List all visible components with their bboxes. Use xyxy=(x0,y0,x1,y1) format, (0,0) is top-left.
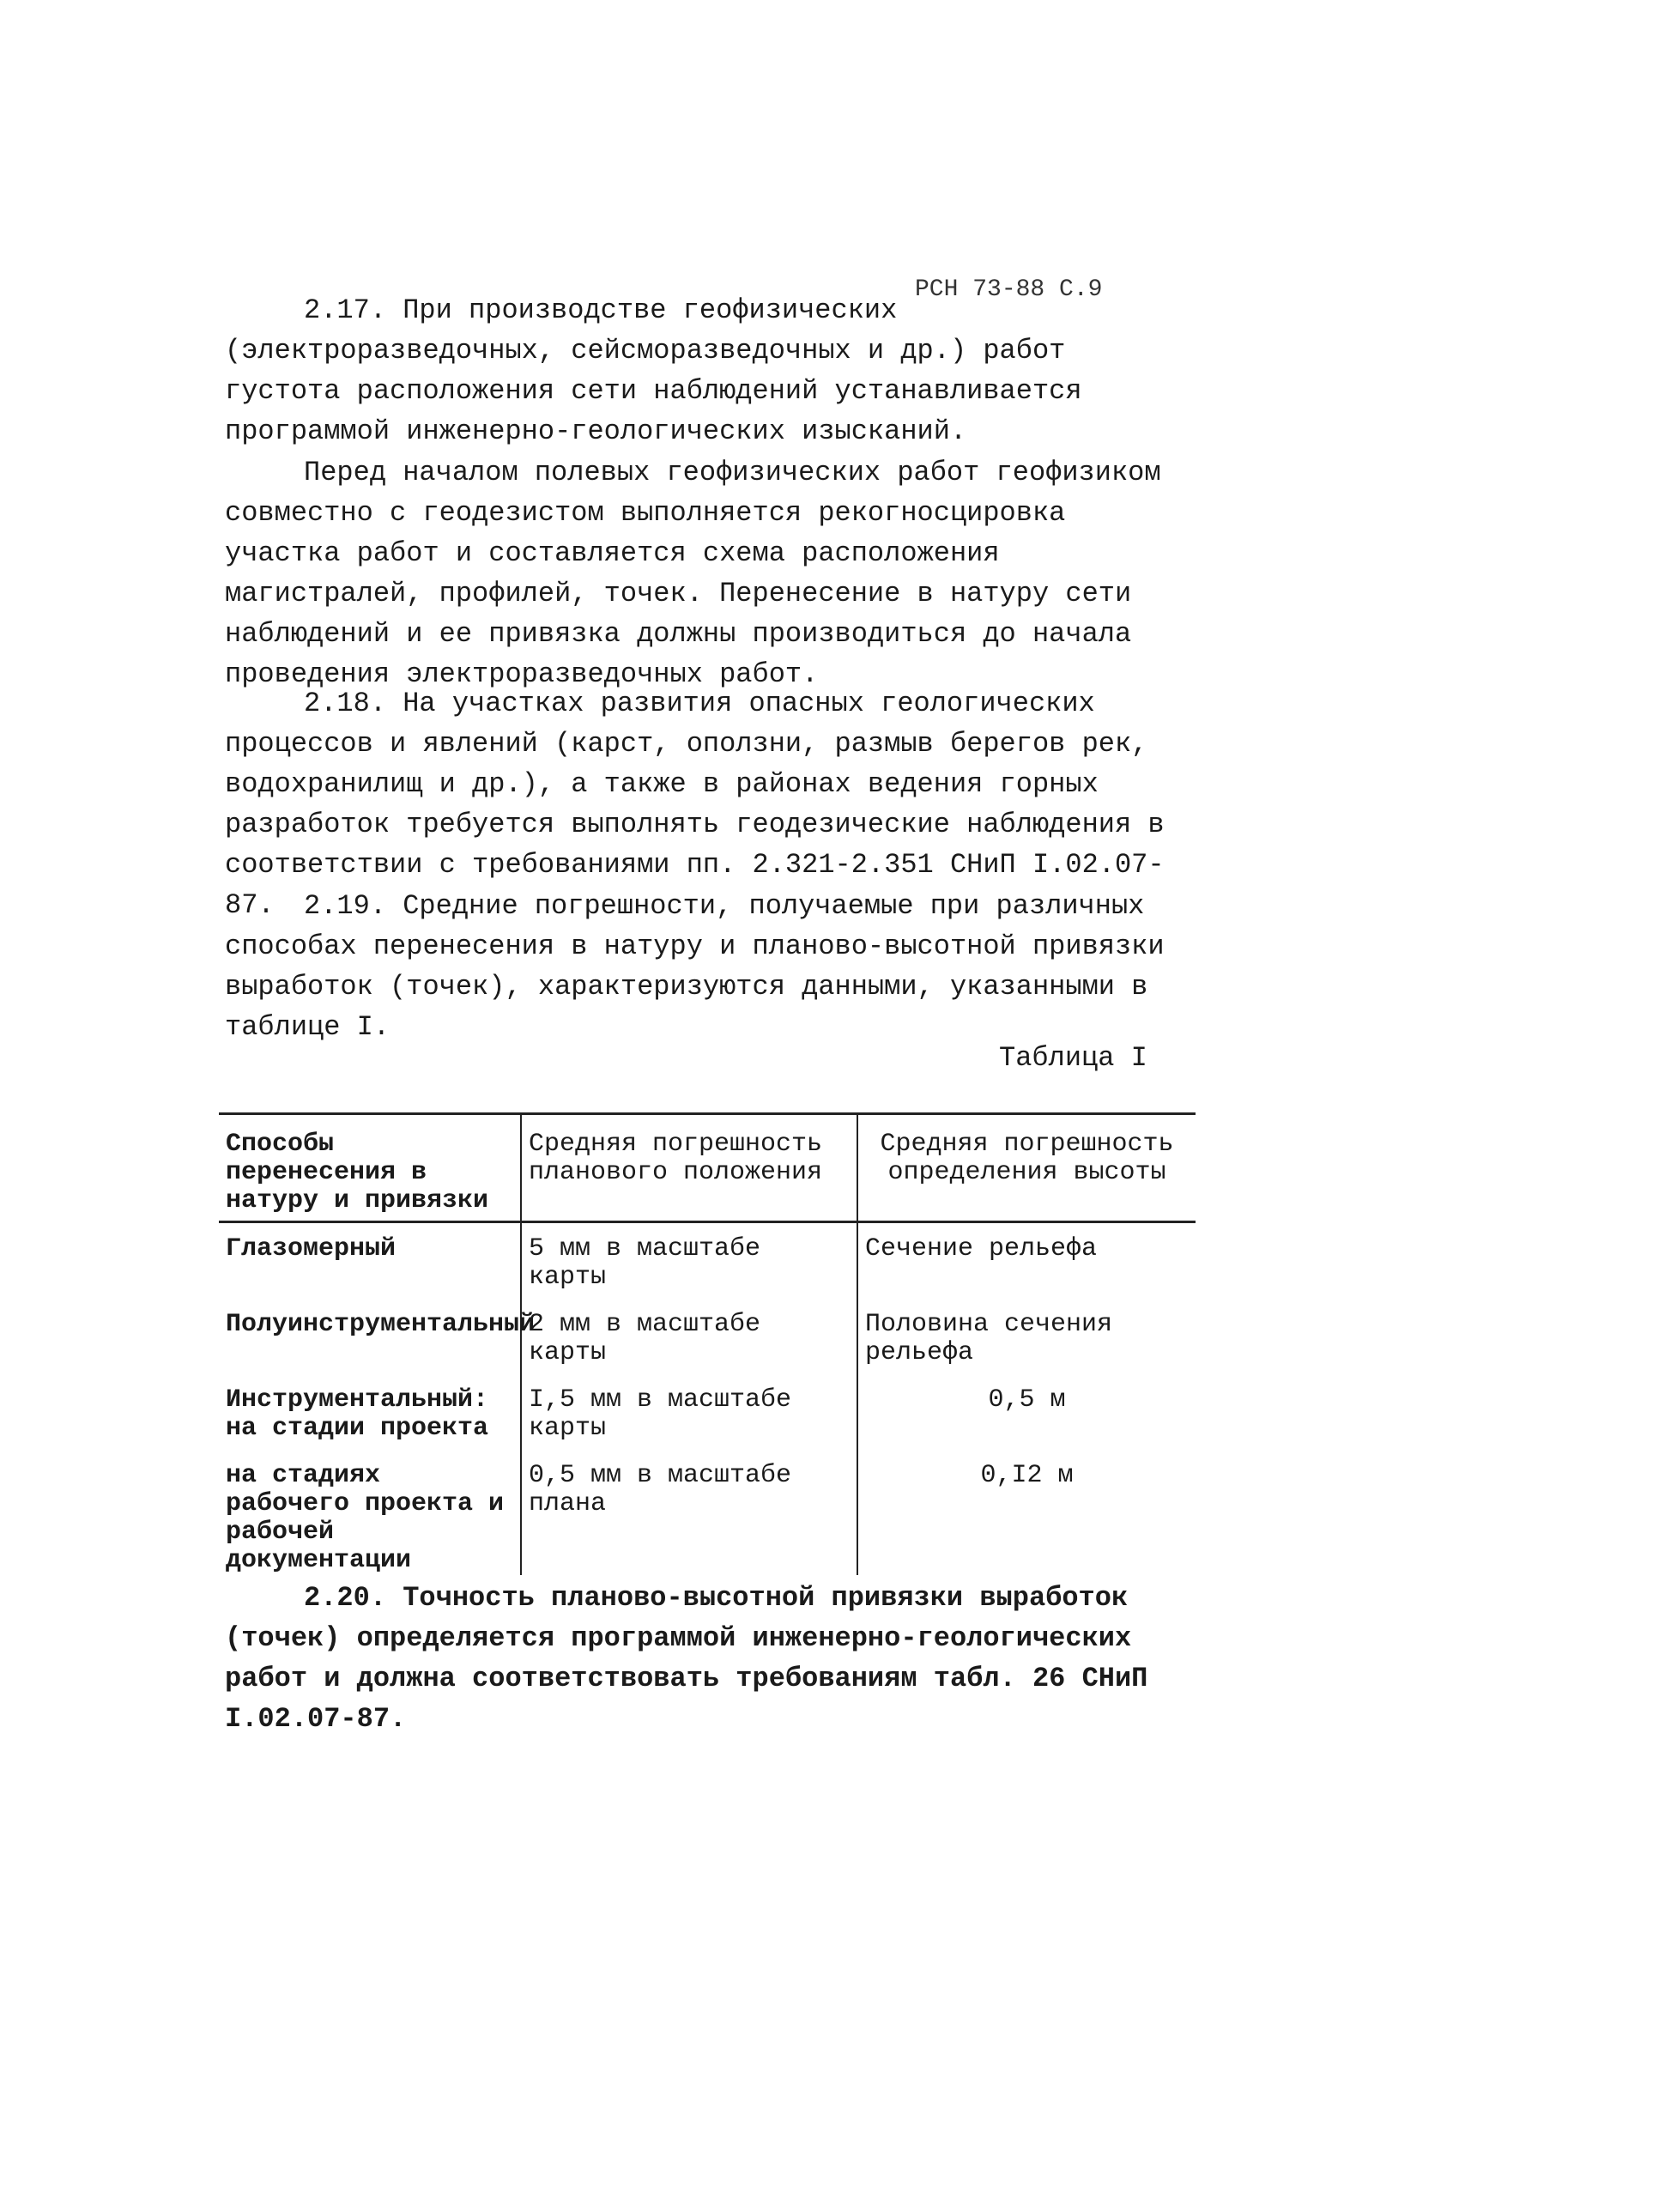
cell-height-error: Половина сечения рельефа xyxy=(857,1299,1196,1374)
paragraph-2-20-text: 2.20. Точность планово-высотной привязки выработок (точек) определяется программой инженерно-геологических работ и должна соответствовать требованиям табл. 26 СНиП I.02.07-87. xyxy=(225,1582,1148,1735)
table-row xyxy=(219,1222,1196,1300)
paragraph-2-17 xyxy=(225,290,1186,451)
table-header-row xyxy=(219,1114,1196,1222)
cell-height-error: Сечение рельефа xyxy=(857,1222,1196,1300)
paragraph-2-17-continued-text: Перед началом полевых геофизических работ геофизиком совместно с геодезистом выполняется рекогносцировка участка работ и составляется схема расположения магистралей, профилей, точек. Перенесение в натуру сети наблюдений и ее привязка должны производиться до начала проведения электроразведочных работ. xyxy=(225,457,1161,690)
paragraph-2-17-continued xyxy=(225,452,1186,694)
cell-method: Глазомерный xyxy=(226,1234,397,1264)
cell-plan-error: 0,5 мм в масштабе плана xyxy=(521,1450,857,1575)
cell-method: Полуинструментальный xyxy=(226,1310,536,1339)
document-code: РСН 73-88 С.9 xyxy=(915,276,1103,303)
table-row xyxy=(219,1374,1196,1450)
paragraph-2-20 xyxy=(225,1578,1186,1739)
header-plan-error: Средняя погрешность планового положения xyxy=(521,1114,857,1222)
paragraph-2-17-text: 2.17. При производстве геофизических (электроразведочных, сейсморазведочных и др.) работ густота расположения сети наблюдений устанавливается программой инженерно-геологических изысканий. xyxy=(225,294,1082,447)
accuracy-table xyxy=(219,1112,1196,1575)
cell-plan-error: 2 мм в масштабе карты xyxy=(521,1299,857,1374)
header-height-error: Средняя погрешность определения высоты xyxy=(857,1114,1196,1222)
table-caption: Таблица I xyxy=(999,1042,1147,1074)
header-method: Способы перенесения в натуру и привязки xyxy=(219,1114,521,1222)
cell-height-error: 0,5 м xyxy=(857,1374,1196,1450)
cell-method: на стадиях рабочего проекта и рабочей документации xyxy=(226,1461,505,1575)
paragraph-2-18-text: 2.18. На участках развития опасных геологических процессов и явлений (карст, оползни, размыв берегов рек, водохранилищ и др.), а также в районах ведения горных разработок требуется выполнять геодезические наблюдения в соответствии с требованиями пп. 2.321-2.351 СНиП I.02.07-87. xyxy=(225,688,1165,921)
cell-method: Инструментальный: на стадии проекта xyxy=(226,1385,489,1443)
table-row xyxy=(219,1450,1196,1575)
table-row xyxy=(219,1299,1196,1374)
cell-plan-error: 5 мм в масштабе карты xyxy=(521,1222,857,1300)
cell-plan-error: I,5 мм в масштабе карты xyxy=(521,1374,857,1450)
paragraph-2-19-text: 2.19. Средние погрешности, получаемые при различных способах перенесения в натуру и планово-высотной привязки выработок (точек), характеризуются данными, указанными в таблице I. xyxy=(225,890,1165,1043)
paragraph-2-19 xyxy=(225,886,1186,1047)
cell-height-error: 0,I2 м xyxy=(857,1450,1196,1575)
